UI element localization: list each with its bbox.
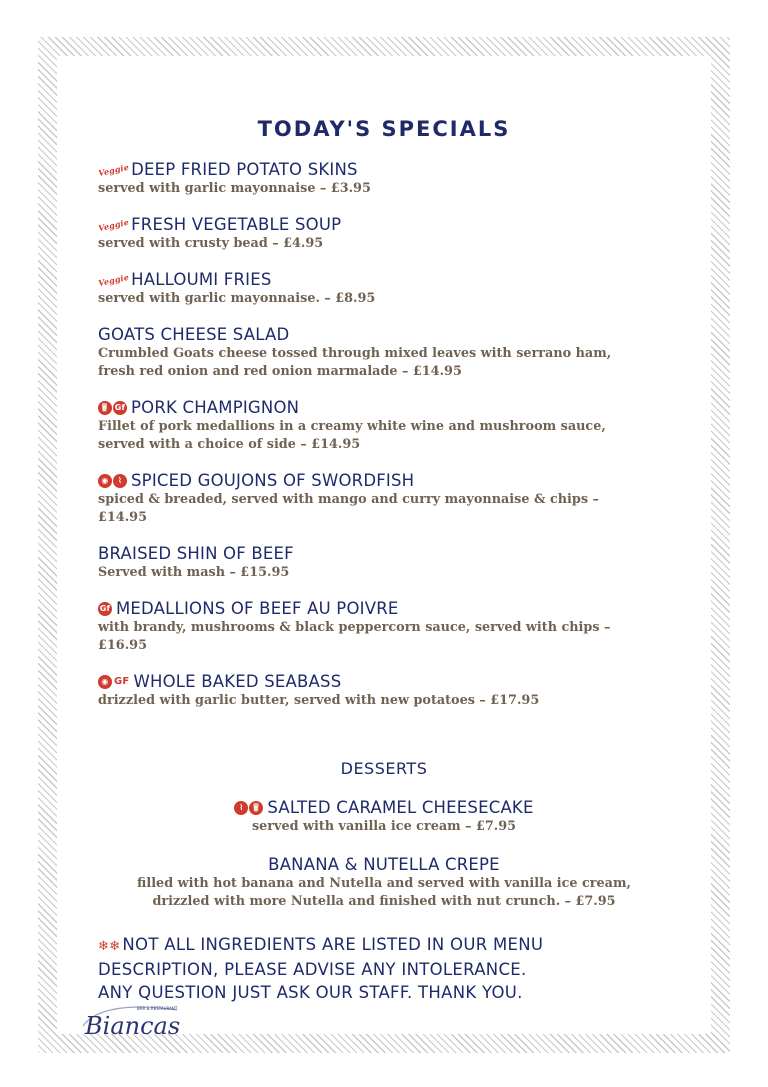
list-item	[98, 671, 668, 710]
item-description: drizzled with garlic butter, served with new potatoes – £17.95	[98, 693, 540, 708]
item-description: drizzled with more Nutella and finished with nut crunch. – £7.95	[152, 894, 616, 909]
item-name: BANANA & NUTELLA CREPE	[268, 855, 500, 874]
item-name: WHOLE BAKED SEABASS	[133, 672, 342, 691]
item-description: served with vanilla ice cream – £7.95	[251, 819, 517, 834]
item-description: served with garlic mayonnaise – £3.95	[98, 181, 371, 196]
decorative-border	[38, 37, 730, 1053]
wheat-icon: ⌇	[234, 801, 248, 815]
item-description: fresh red onion and red onion marmalade – £14.95	[98, 364, 462, 379]
list-item	[98, 397, 668, 454]
list-item	[98, 159, 668, 198]
item-description: served with crusty bead – £4.95	[98, 236, 324, 251]
item-name: BRAISED SHIN OF BEEF	[98, 544, 294, 563]
item-description: filled with hot banana and Nutella and served with vanilla ice cream,	[137, 876, 631, 891]
fish-icon: ◉	[98, 474, 112, 488]
item-description: served with garlic mayonnaise. – £8.95	[98, 291, 376, 306]
specials-list	[98, 159, 668, 726]
item-description: Fillet of pork medallions in a creamy white wine and mushroom sauce,	[98, 419, 606, 434]
list-item	[98, 214, 668, 253]
item-description: Crumbled Goats cheese tossed through mixed leaves with serrano ham,	[98, 346, 612, 361]
veggie-icon: Veggie	[97, 271, 130, 288]
item-description: £14.95	[98, 510, 147, 525]
list-item	[98, 598, 668, 655]
section-heading: DESSERTS	[340, 759, 428, 778]
gluten-free-icon: GF	[114, 676, 130, 687]
item-name: DEEP FRIED POTATO SKINS	[131, 160, 358, 179]
svg-text:Biancas: Biancas	[85, 1012, 181, 1040]
allergen-icon: 🥛	[98, 401, 112, 415]
veggie-icon: Veggie	[97, 216, 130, 233]
item-description: served with a choice of side – £14.95	[98, 437, 361, 452]
allergen-icon: 🥛	[249, 801, 263, 815]
list-item	[98, 470, 668, 527]
item-description: spiced & breaded, served with mango and curry mayonnaise & chips –	[98, 492, 599, 507]
biancas-logo	[77, 996, 187, 1046]
menu-panel	[57, 56, 711, 1040]
item-name: SALTED CARAMEL CHEESECAKE	[267, 798, 534, 817]
item-name: FRESH VEGETABLE SOUP	[131, 215, 342, 234]
veggie-icon: Veggie	[97, 161, 130, 178]
item-name: MEDALLIONS OF BEEF AU POIVRE	[116, 599, 399, 618]
list-item	[98, 269, 668, 308]
snowflake-icon: ❄❄	[98, 939, 121, 954]
item-description: Served with mash – £15.95	[98, 565, 290, 580]
gluten-free-icon: Gf	[98, 602, 112, 616]
item-description: £16.95	[98, 638, 147, 653]
dessert-item	[57, 854, 711, 911]
item-name: HALLOUMI FRIES	[131, 270, 272, 289]
item-description: with brandy, mushrooms & black peppercorn sauce, served with chips –	[98, 620, 611, 635]
allergy-notice: ❄❄ NOT ALL INGREDIENTS ARE LISTED IN OUR MENU DESCRIPTION, PLEASE ADVISE ANY INTOLERANCE. ANY QUESTION JUST ASK OUR STAFF. THANK YOU.	[98, 935, 544, 1002]
item-name: PORK CHAMPIGNON	[131, 398, 300, 417]
item-name: SPICED GOUJONS OF SWORDFISH	[131, 471, 415, 490]
fish-icon: ◉	[98, 675, 112, 689]
list-item	[98, 543, 668, 582]
item-name: GOATS CHEESE SALAD	[98, 325, 290, 344]
wheat-icon: ⌇	[113, 474, 127, 488]
list-item	[98, 324, 668, 381]
dessert-item	[57, 797, 711, 836]
svg-text:BAR & RESTAURANT: BAR & RESTAURANT	[137, 1006, 178, 1011]
page-title: TODAY'S SPECIALS	[257, 117, 511, 141]
gluten-free-icon: Gf	[113, 401, 127, 415]
